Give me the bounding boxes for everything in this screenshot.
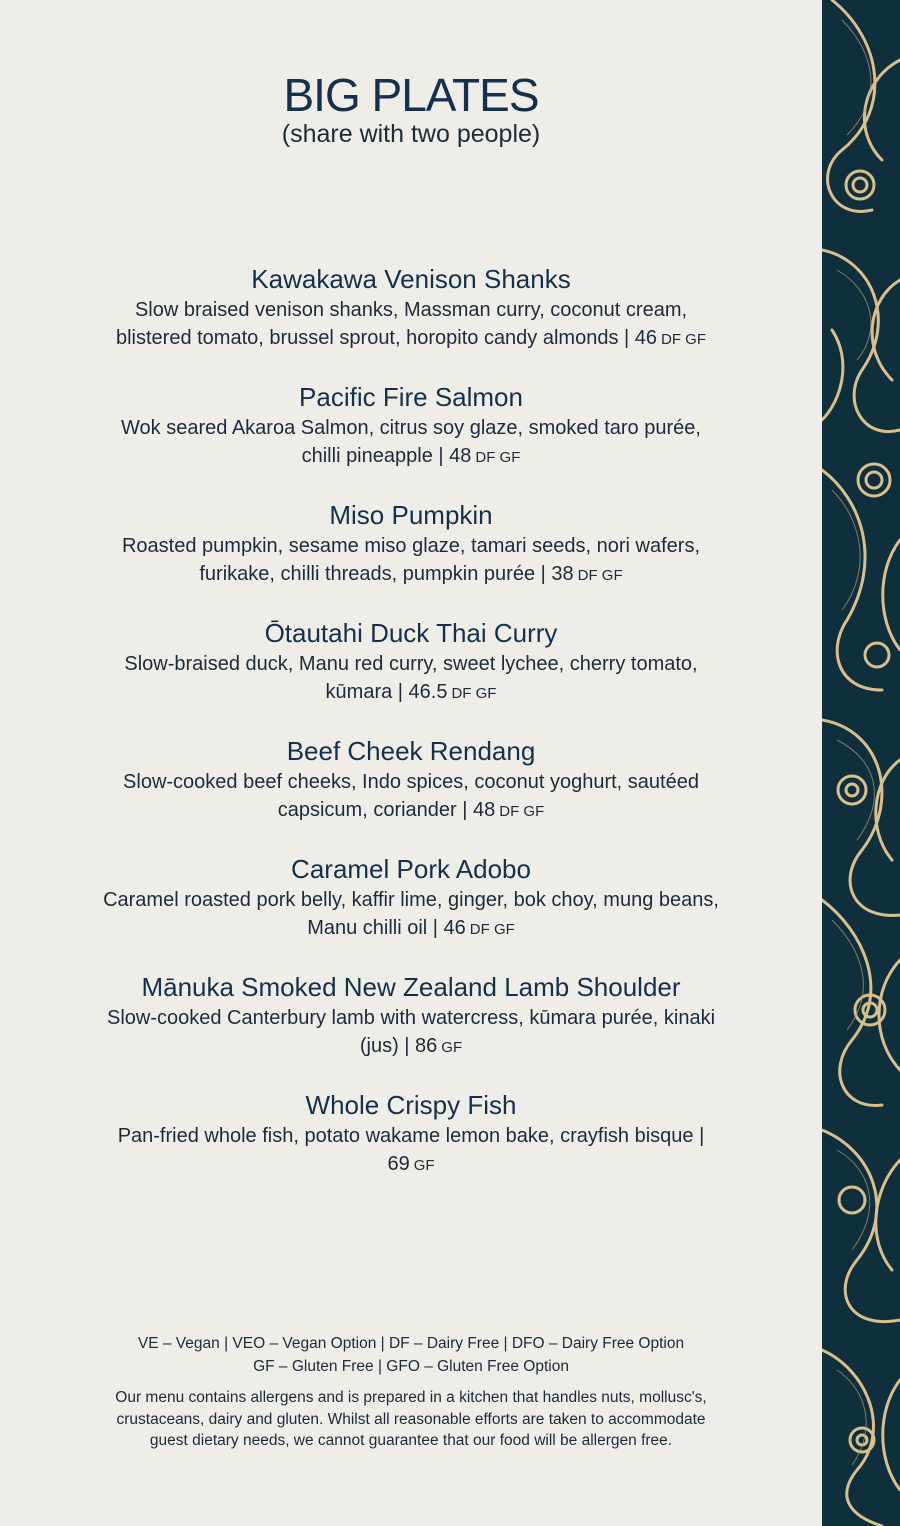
item-name: Pacific Fire Salmon (299, 382, 523, 412)
menu-item (0, 852, 822, 970)
legend-line: GF – Gluten Free | GFO – Gluten Free Option (253, 1358, 569, 1375)
item-name: Ōtautahi Duck Thai Curry (264, 618, 558, 648)
dietary-tags: DF GF (499, 803, 545, 820)
allergen-disclaimer: Our menu contains allergens and is prepared in a kitchen that handles nuts, mollusc's, crustaceans, dairy and gluten. Whilst all reasonable efforts are taken to accommodate guest dietary needs, we cannot guarantee that our food will be allergen free. (115, 1389, 707, 1449)
menu-item (0, 1088, 822, 1206)
menu-item (0, 970, 822, 1088)
item-name: Whole Crispy Fish (305, 1090, 517, 1120)
item-description: Slow-cooked Canterbury lamb with watercress, kūmara purée, kinaki (jus) | 86 GF (106, 1007, 716, 1057)
item-description: Slow-cooked beef cheeks, Indo spices, coconut yoghurt, sautéed capsicum, coriander | 48 DF GF (123, 771, 699, 821)
item-name: Mānuka Smoked New Zealand Lamb Shoulder (141, 972, 681, 1002)
page-subtitle: (share with two people) (281, 120, 541, 148)
dietary-tags: DF GF (661, 331, 707, 348)
koru-pattern-icon (822, 0, 900, 1526)
item-description: Slow-braised duck, Manu red curry, sweet lychee, cherry tomato, kūmara | 46.5 DF GF (124, 653, 698, 703)
dietary-tags: DF GF (451, 685, 497, 702)
item-name: Miso Pumpkin (329, 500, 493, 530)
legend-line: VE – Vegan | VEO – Vegan Option | DF – Dairy Free | DFO – Dairy Free Option (137, 1335, 685, 1352)
dietary-tags: DF GF (469, 921, 515, 938)
page-title: BIG PLATES (283, 69, 539, 121)
menu-item (0, 380, 822, 498)
menu-item (0, 734, 822, 852)
item-description: Roasted pumpkin, sesame miso glaze, tamari seeds, nori wafers, furikake, chilli threads, pumpkin purée | 38 DF GF (121, 535, 701, 585)
dietary-tags: GF (413, 1157, 435, 1174)
menu-item (0, 262, 822, 380)
item-name: Caramel Pork Adobo (291, 854, 531, 884)
menu-item (0, 616, 822, 734)
dietary-tags: DF GF (475, 449, 521, 466)
dietary-legend (0, 1332, 822, 1378)
decorative-pattern-band (822, 0, 900, 1526)
item-description: Caramel roasted pork belly, kaffir lime, ginger, bok choy, mung beans, Manu chilli oil | 46 DF GF (103, 889, 719, 939)
menu-item (0, 498, 822, 616)
dietary-tags: DF GF (577, 567, 623, 584)
item-name: Beef Cheek Rendang (286, 736, 536, 766)
item-description: Pan-fried whole fish, potato wakame lemon bake, crayfish bisque | 69 GF (117, 1125, 705, 1175)
menu-items (0, 262, 822, 1206)
item-name: Kawakawa Venison Shanks (251, 264, 571, 294)
item-description: Wok seared Akaroa Salmon, citrus soy glaze, smoked taro purée, chilli pineapple | 48 DF GF (121, 417, 701, 467)
dietary-tags: GF (441, 1039, 463, 1056)
item-description: Slow braised venison shanks, Massman curry, coconut cream, blistered tomato, brussel sprout, horopito candy almonds | 46 DF GF (115, 299, 707, 349)
